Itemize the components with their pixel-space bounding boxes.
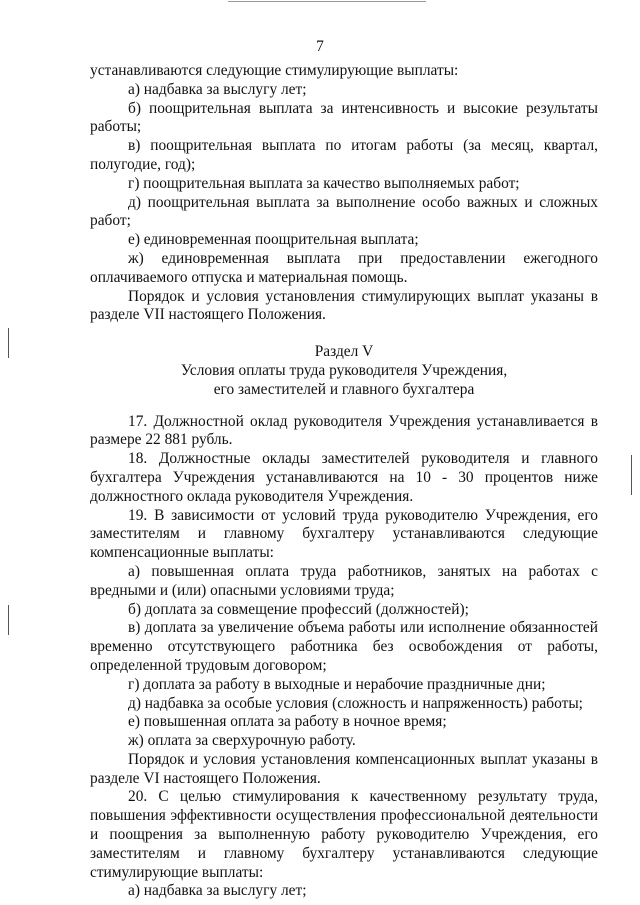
scan-right-edge-mark [631,455,632,495]
paragraph: е) повышенная оплата за работу в ночное время; [128,713,447,731]
scan-top-edge-line [228,1,426,2]
paragraph: ж) оплата за сверхурочную работу. [128,732,356,750]
paragraph: а) надбавка за выслугу лет; [128,882,307,900]
paragraph: д) надбавка за особые условия (сложность и напряженность) работы; [128,694,583,712]
paragraph: Порядок и условия установления компенсационных выплат указаны в разделе VI настоящего Положения. [90,750,598,787]
paragraph-list-top [90,62,598,325]
paragraph: устанавливаются следующие стимулирующие выплаты: [90,62,459,79]
paragraph: 17. Должностной оклад руководителя Учреждения устанавливается в размере 22 881 рубль. [90,412,598,449]
paragraph: 19. В зависимости от условий труда руководителю Учреждения, его заместителям и главному бухгалтеру устанавливаются следующие компенсационные выплаты: [90,506,598,562]
paragraph-list-bottom [90,413,598,902]
paragraph: а) повышенная оплата труда работников, занятых на работах с вредными и (или) опасными условиями труда; [90,562,598,599]
paragraph: г) доплата за работу в выходные и нерабочие праздничные дни; [128,675,546,693]
spacer [90,325,598,343]
document-body [90,62,598,901]
section-title-line-2: его заместителей и главного бухгалтера [213,380,475,398]
paragraph: ж) единовременная выплата при предоставлении ежегодного оплачиваемого отпуска и материальная помощь. [90,249,598,286]
paragraph: а) надбавка за выслугу лет; [128,80,307,98]
paragraph: е) единовременная поощрительная выплата; [128,231,419,249]
paragraph: 20. С целью стимулирования к качественному результату труда, повышения эффективности осуществления профессиональной деятельности и поощрения за выполненную работу руководителю Учреждения, его заместителям и главному бухгалтеру устанавливаются следующие стимулирующие выплаты: [90,788,598,881]
paragraph: 18. Должностные оклады заместителей руководителя и главного бухгалтера Учреждения устанавливаются на 10 - 30 процентов ниже должностного оклада руководителя Учреждения. [90,450,598,505]
scan-left-edge-mark [8,605,9,635]
spacer [90,400,598,413]
paragraph: Порядок и условия установления стимулирующих выплат указаны в разделе VII настоящего Положения. [90,287,598,324]
section-title-line-1: Условия оплаты труда руководителя Учреждения, [180,361,508,379]
page-number: 7 [316,38,324,55]
section-label: Раздел V [314,343,374,361]
paragraph: б) доплата за совмещение профессий (должностей); [128,600,469,618]
section-heading [90,343,598,399]
scan-left-edge-mark [8,328,9,358]
paragraph: в) поощрительная выплата по итогам работы (за месяц, квартал, полугодие, год); [90,137,598,173]
paragraph: г) поощрительная выплата за качество выполняемых работ; [128,174,520,192]
paragraph: д) поощрительная выплата за выполнение особо важных и сложных работ; [90,193,598,230]
paragraph: в) доплата за увеличение объема работы или исполнение обязанностей временно отсутствующего работника без освобождения от работы, определенной трудовым договором; [90,619,598,674]
paragraph: б) поощрительная выплата за интенсивность и высокие результаты работы; [90,99,598,136]
